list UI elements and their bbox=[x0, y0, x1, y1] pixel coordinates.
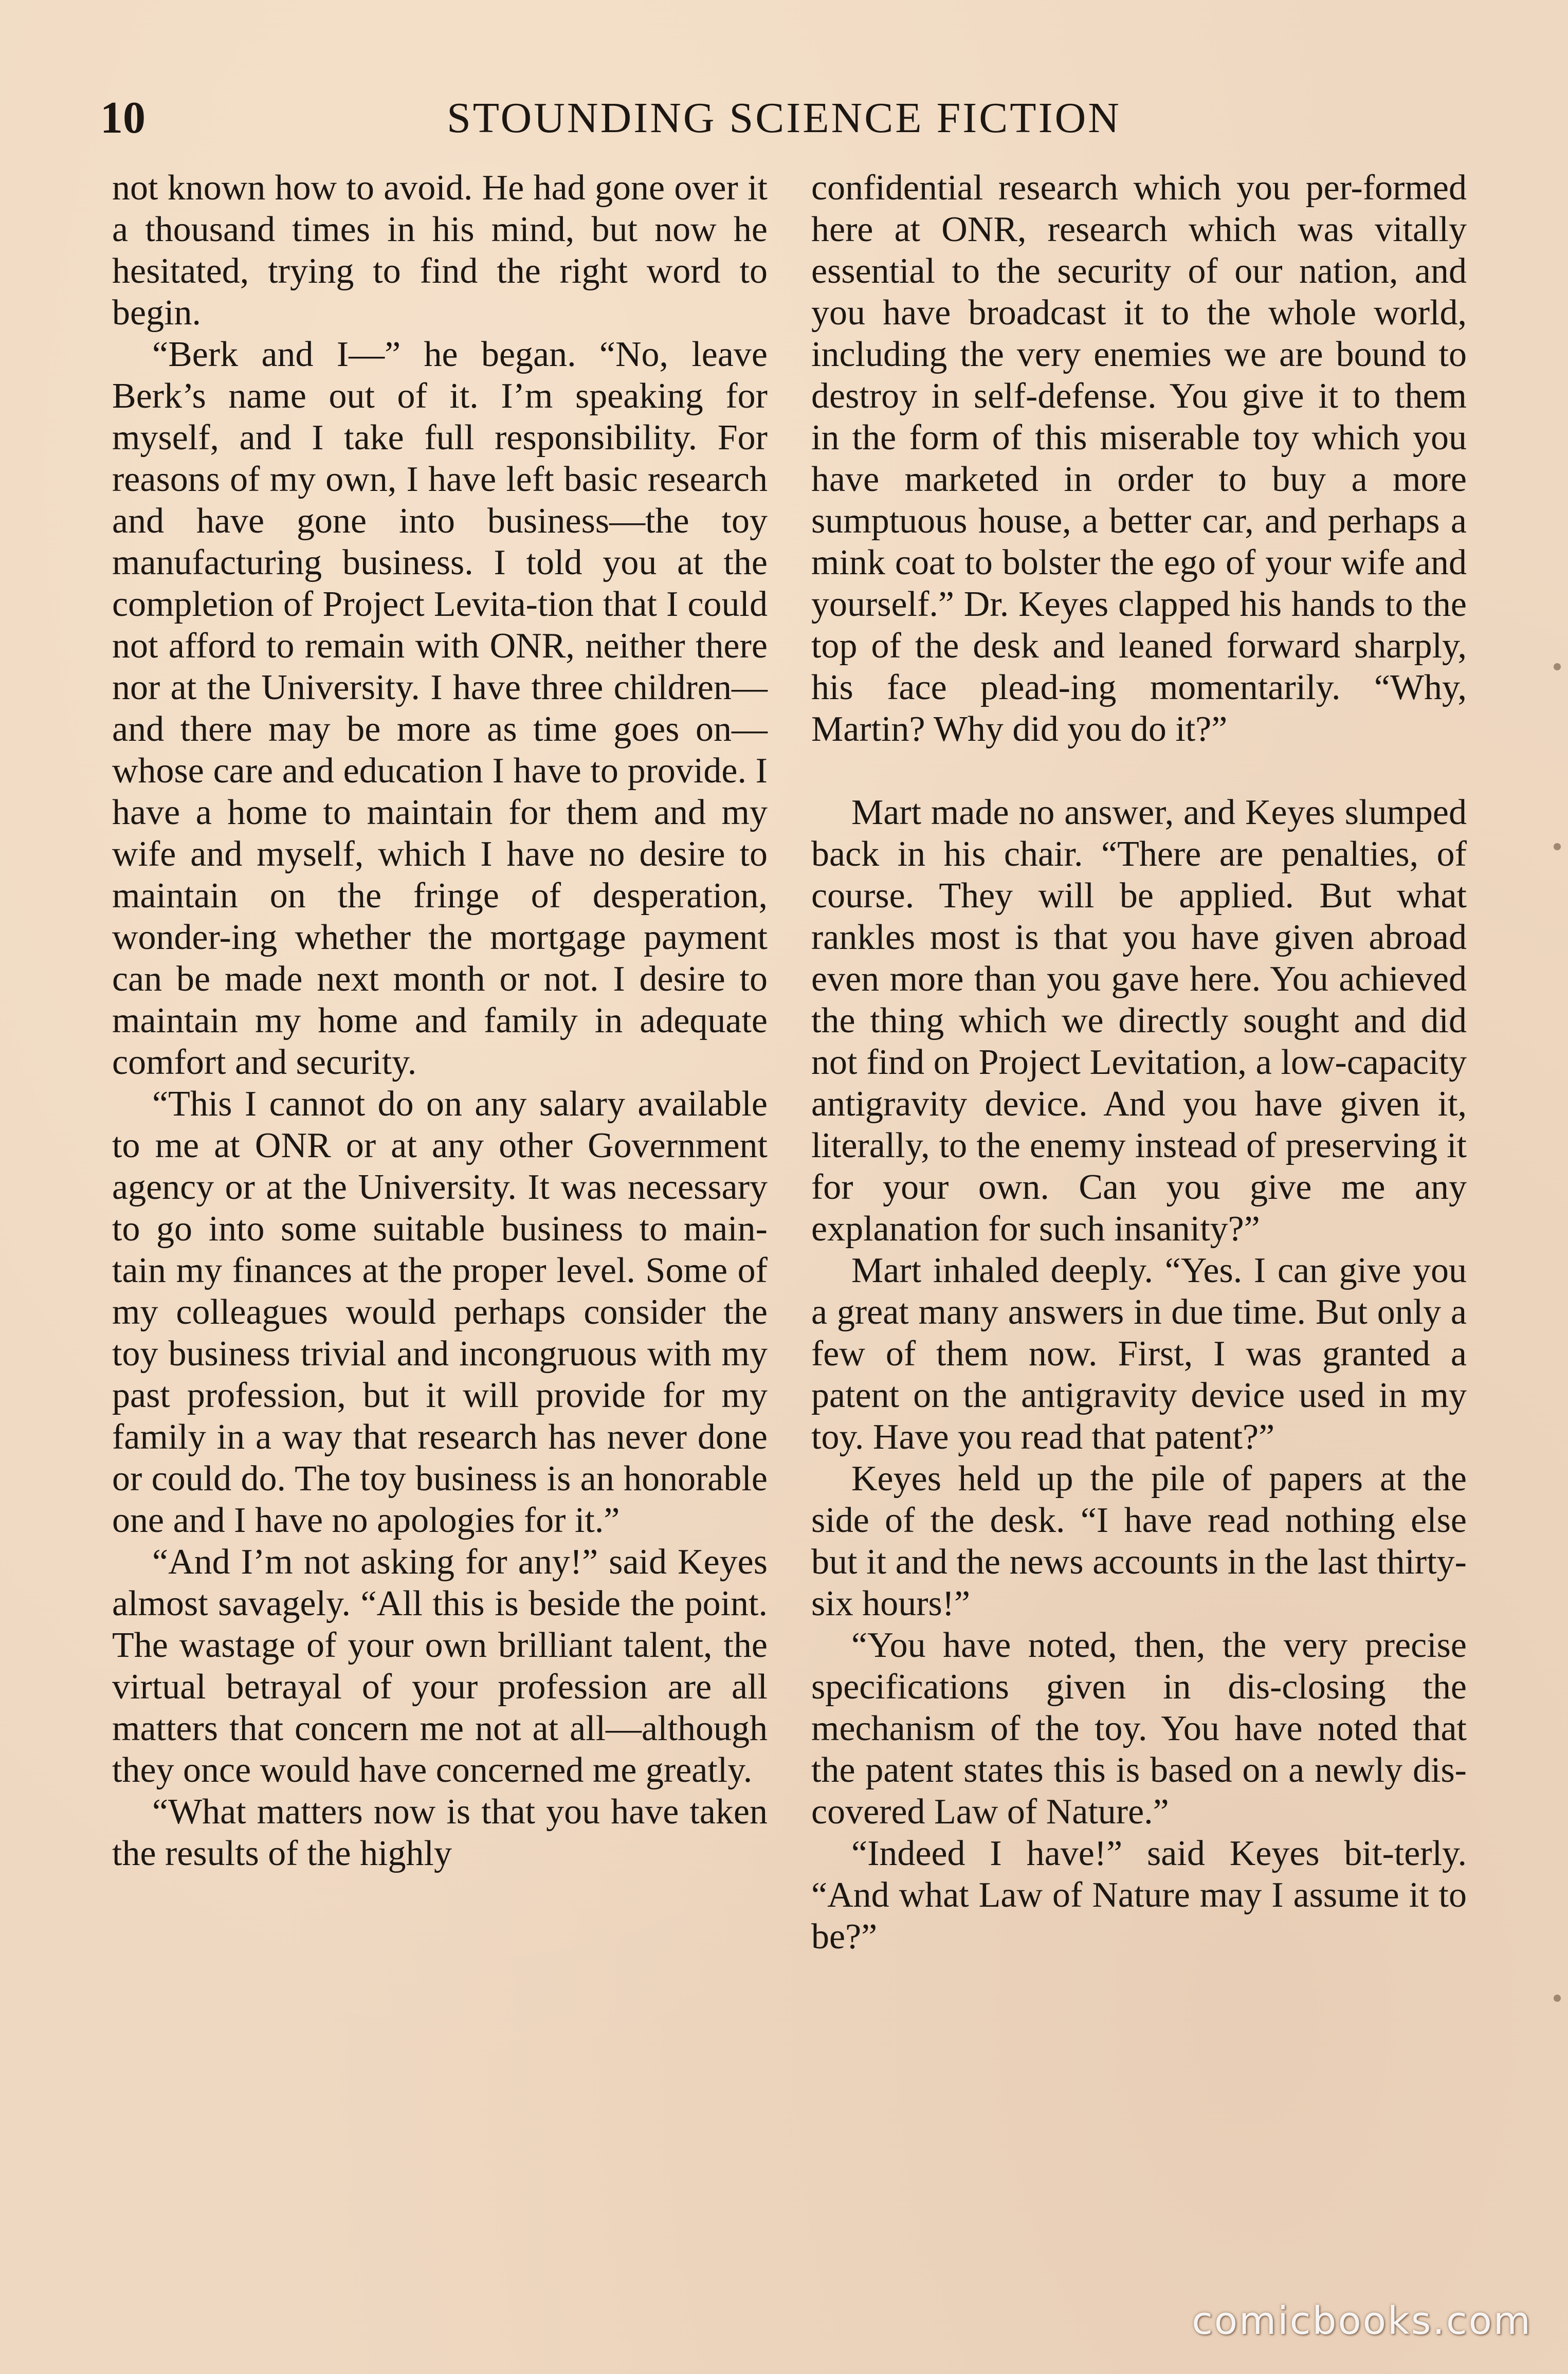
paragraph: Keyes held up the pile of papers at the side of the desk. “I have read nothing else but it and the news accounts in the last thirty-six hours!” bbox=[811, 1459, 1467, 1623]
left-column bbox=[112, 167, 768, 1874]
page-number: 10 bbox=[100, 93, 145, 143]
paper-speck bbox=[1554, 843, 1561, 850]
paragraph: “And I’m not asking for any!” said Keyes almost savagely. “All this is beside the point. The wastage of your own brilliant talent, the virtual betrayal of your profession are all matters that concern me not at all—although they once would have concerned me greatly. bbox=[112, 1542, 768, 1790]
paragraph: “What matters now is that you have taken the results of the highly bbox=[112, 1792, 768, 1873]
paragraph: “Berk and I—” he began. “No, leave Berk’s name out of it. I’m speaking for myself, and I take full responsibility. For reasons of my own, I have left basic research and have gone into business—the toy manufacturing business. I told you at the completion of Project Levita-tion that I could not afford to remain with ONR, neither there nor at the University. I have three children—and there may be more as time goes on—whose care and education I have to provide. I have a home to maintain for them and my wife and myself, which I have no desire to maintain on the fringe of desperation, wonder-ing whether the mortgage payment can be made next month or not. I desire to maintain my home and family in adequate comfort and security. bbox=[112, 335, 768, 1082]
paragraph: “Indeed I have!” said Keyes bit-terly. “And what Law of Nature may I assume it to be?” bbox=[811, 1834, 1467, 1957]
running-title: STOUNDING SCIENCE FICTION bbox=[447, 94, 1121, 142]
watermark: comicbooks.com bbox=[1192, 2299, 1532, 2343]
paragraph: “You have noted, then, the very precise specifications given in dis-closing the mechanism of the toy. You have noted that the patent states this is based on a newly dis-covered Law of Nature.” bbox=[811, 1626, 1467, 1832]
paragraph: not known how to avoid. He had gone over it a thousand times in his mind, but now he hesitated, trying to find the right word to begin. bbox=[112, 168, 768, 333]
paragraph: “This I cannot do on any salary available to me at ONR or at any other Government agency or at the University. It was necessary to go into some suitable business to main-tain my finances at the proper level. Some of my colleagues would perhaps consider the toy business trivial and incongruous with my past profession, but it will provide for my family in a way that research has never done or could do. The toy business is an honorable one and I have no apologies for it.” bbox=[112, 1084, 768, 1540]
paragraph: Mart inhaled deeply. “Yes. I can give you a great many answers in due time. But only a few of them now. First, I was granted a patent on the antigravity device used in my toy. Have you read that patent?” bbox=[811, 1251, 1467, 1457]
paragraph: confidential research which you per-formed here at ONR, research which was vitally essential to the security of our nation, and you have broadcast it to the whole world, including the very enemies we are bound to destroy in self-defense. You give it to them in the form of this miserable toy which you have marketed in order to buy a more sumptuous house, a better car, and perhaps a mink coat to bolster the ego of your wife and yourself.” Dr. Keyes clapped his hands to the top of the desk and leaned forward sharply, his face plead-ing momentarily. “Why, Martin? Why did you do it?” bbox=[811, 168, 1467, 749]
page-header bbox=[100, 87, 1468, 149]
paper-speck bbox=[1554, 1995, 1561, 2002]
right-column bbox=[811, 167, 1467, 1958]
paper-speck bbox=[1554, 663, 1561, 670]
paragraph: Mart made no answer, and Keyes slumped back in his chair. “There are penalties, of course. They will be applied. But what rankles most is that you have given abroad even more than you gave here. You achieved the thing which we directly sought and did not find on Project Levitation, a low-capacity antigravity device. And you have given it, literally, to the enemy instead of preserving it for your own. Can you give me any explanation for such insanity?” bbox=[811, 793, 1467, 1249]
